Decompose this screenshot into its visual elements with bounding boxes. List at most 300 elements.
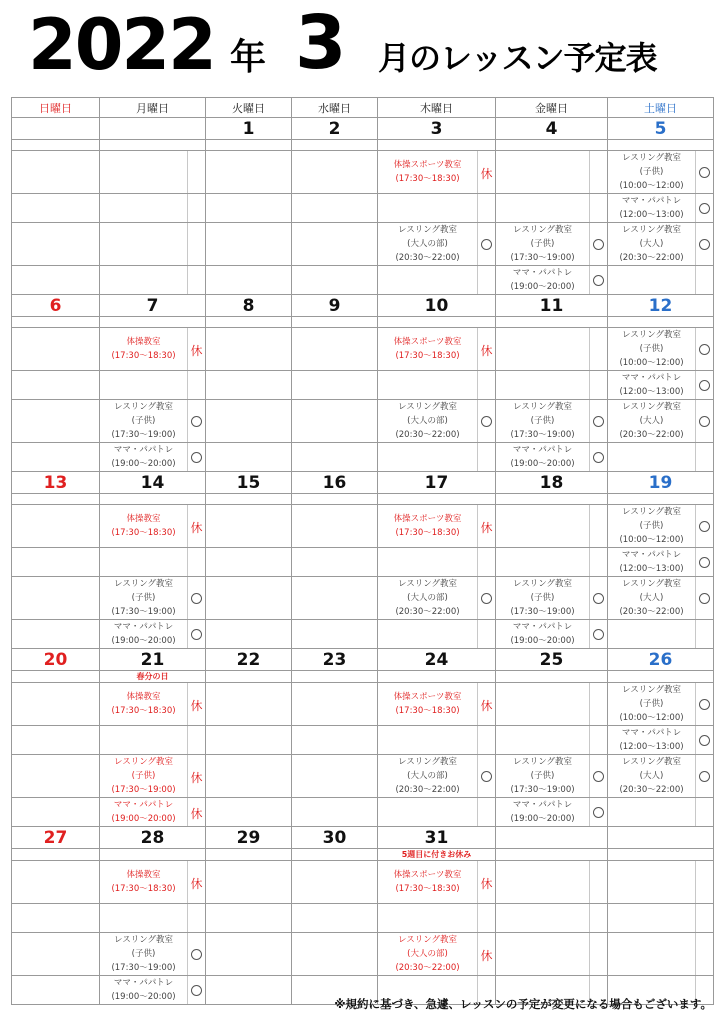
open-circle-icon [699,699,710,710]
status-mark [188,726,206,755]
lesson-line: レスリング教室 [113,402,174,412]
date-cell: 28 [100,827,206,849]
lesson-cell [496,443,590,472]
date-cell: 12 [608,295,714,317]
date-cell: 25 [496,649,608,671]
lesson-line: (19:00～20:00) [510,814,575,824]
date-cell: 22 [206,649,292,671]
lesson-line: (12:00～13:00) [619,742,684,752]
date-cell: 6 [12,295,100,317]
lesson-line: (子供) [131,771,156,781]
holiday-note [608,140,714,151]
status-mark [696,798,714,827]
lesson-line: レスリング教室 [621,402,682,412]
lesson-line: (大人の部) [407,239,448,249]
open-circle-icon [191,629,202,640]
lesson-cell [378,400,478,443]
lesson-line: (大人の部) [407,416,448,426]
closed-mark: 休 [480,166,493,181]
lesson-line: (子供) [131,949,156,959]
empty-cell [378,798,478,827]
lesson-line: (17:30～18:30) [111,528,176,538]
open-circle-icon [191,985,202,996]
lesson-line: 体操スポーツ教室 [393,692,462,702]
lesson-cell [608,194,696,223]
status-mark [590,266,608,295]
lesson-line: レスリング教室 [113,757,174,767]
lesson-cell [100,933,188,976]
empty-cell [100,194,188,223]
empty-cell [496,371,590,400]
lesson-line: (大人) [639,771,664,781]
lesson-line: レスリング教室 [113,935,174,945]
footnote: ※規約に基づき、急遽、レッスンの予定が変更になる場合もございます。 [334,997,712,1011]
status-mark [478,755,496,798]
date-cell: 10 [378,295,496,317]
empty-cell [100,548,188,577]
empty-cell [378,726,478,755]
status-mark [478,548,496,577]
status-mark [478,266,496,295]
status-mark [478,151,496,194]
empty-cell [206,861,292,904]
day-header: 月曜日 [100,98,206,118]
status-mark [590,755,608,798]
lesson-line: レスリング教室 [397,402,458,412]
empty-cell [292,755,378,798]
holiday-note [496,849,608,861]
status-mark [696,933,714,976]
empty-cell [12,223,100,266]
empty-cell [608,798,696,827]
empty-cell [608,904,696,933]
empty-cell [292,620,378,649]
day-header: 木曜日 [378,98,496,118]
lesson-line: (10:00～12:00) [619,358,684,368]
empty-cell [292,371,378,400]
status-mark [478,726,496,755]
open-circle-icon [481,416,492,427]
lesson-line: (20:30～22:00) [395,607,460,617]
lesson-cell [608,400,696,443]
date-cell [496,827,608,849]
empty-cell [206,976,292,1005]
status-mark [590,577,608,620]
lesson-line: ママ・パパトレ [512,800,573,810]
lesson-line: 体操スポーツ教室 [393,514,462,524]
open-circle-icon [699,771,710,782]
lesson-line: レスリング教室 [621,225,682,235]
empty-cell [206,400,292,443]
lesson-line: (17:30～18:30) [111,706,176,716]
lesson-line: レスリング教室 [397,935,458,945]
holiday-note [496,140,608,151]
lesson-line: (19:00～20:00) [111,636,176,646]
date-cell: 16 [292,472,378,494]
empty-cell [12,443,100,472]
open-circle-icon [699,344,710,355]
empty-cell [12,151,100,194]
empty-cell [12,400,100,443]
open-circle-icon [593,771,604,782]
status-mark [696,328,714,371]
empty-cell [100,371,188,400]
holiday-note [206,140,292,151]
lesson-line: (子供) [639,344,664,354]
empty-cell [206,194,292,223]
lesson-line: 体操教室 [126,337,161,347]
status-mark [590,620,608,649]
empty-cell [608,933,696,976]
closed-mark: 休 [190,806,203,821]
lesson-cell [496,400,590,443]
lesson-cell [378,861,478,904]
status-mark [696,443,714,472]
open-circle-icon [593,239,604,250]
holiday-note [100,494,206,505]
date-cell: 27 [12,827,100,849]
empty-cell [206,933,292,976]
empty-cell [292,683,378,726]
date-cell [12,118,100,140]
empty-cell [100,151,188,194]
date-cell [608,827,714,849]
lesson-cell [100,505,188,548]
lesson-line: (20:30～22:00) [395,430,460,440]
closed-mark: 休 [480,876,493,891]
date-cell: 20 [12,649,100,671]
empty-cell [608,266,696,295]
lesson-line: レスリング教室 [621,330,682,340]
lesson-cell [608,223,696,266]
lesson-line: (20:30～22:00) [619,607,684,617]
lesson-cell [378,755,478,798]
status-mark [188,400,206,443]
lesson-line: ママ・パパトレ [512,622,573,632]
empty-cell [292,548,378,577]
date-cell: 26 [608,649,714,671]
lesson-line: (19:00～20:00) [510,282,575,292]
status-mark [188,505,206,548]
open-circle-icon [593,807,604,818]
closed-mark: 休 [190,770,203,785]
closed-mark: 休 [190,698,203,713]
lesson-line: 体操教室 [126,870,161,880]
closed-mark: 休 [190,876,203,891]
lesson-line: ママ・パパトレ [621,373,682,383]
closed-mark: 休 [190,520,203,535]
lesson-cell [608,328,696,371]
empty-cell [378,443,478,472]
status-mark [188,933,206,976]
status-mark [696,548,714,577]
empty-cell [206,904,292,933]
status-mark [696,505,714,548]
status-mark [696,904,714,933]
lesson-line: (20:30～22:00) [395,253,460,263]
lesson-line: レスリング教室 [621,579,682,589]
title-year-unit: 年 [230,37,267,78]
closed-mark: 休 [480,520,493,535]
empty-cell [608,443,696,472]
lesson-cell [378,577,478,620]
lesson-line: (10:00～12:00) [619,181,684,191]
lesson-line: レスリング教室 [397,579,458,589]
open-circle-icon [699,593,710,604]
empty-cell [12,371,100,400]
lesson-line: (20:30～22:00) [395,785,460,795]
status-mark [478,861,496,904]
status-mark [590,328,608,371]
date-cell [100,118,206,140]
empty-cell [12,620,100,649]
holiday-note [100,317,206,328]
open-circle-icon [481,239,492,250]
holiday-note [496,317,608,328]
status-mark [590,683,608,726]
closed-mark: 休 [480,698,493,713]
lesson-line: (大人) [639,416,664,426]
lesson-calendar [11,97,714,1005]
holiday-note [12,317,100,328]
empty-cell [12,328,100,371]
lesson-line: レスリング教室 [621,507,682,517]
lesson-line: (10:00～12:00) [619,535,684,545]
empty-cell [378,266,478,295]
lesson-line: ママ・パパトレ [621,550,682,560]
lesson-line: (大人) [639,239,664,249]
lesson-line: (19:00～20:00) [510,459,575,469]
lesson-cell [496,798,590,827]
empty-cell [206,328,292,371]
empty-cell [496,505,590,548]
holiday-note: 5週目に付きお休み [378,849,496,861]
lesson-cell [378,223,478,266]
empty-cell [496,151,590,194]
open-circle-icon [593,416,604,427]
date-cell: 4 [496,118,608,140]
status-mark [590,861,608,904]
lesson-cell [100,620,188,649]
lesson-line: (子供) [530,239,555,249]
holiday-note [608,494,714,505]
lesson-line: レスリング教室 [512,579,573,589]
empty-cell [496,194,590,223]
empty-cell [292,933,378,976]
lesson-line: (12:00～13:00) [619,387,684,397]
lesson-line: ママ・パパトレ [512,445,573,455]
status-mark [478,505,496,548]
status-mark [696,577,714,620]
status-mark [590,443,608,472]
empty-cell [378,620,478,649]
empty-cell [206,266,292,295]
open-circle-icon [481,771,492,782]
status-mark [478,933,496,976]
holiday-note [12,494,100,505]
lesson-line: レスリング教室 [621,685,682,695]
status-mark [478,194,496,223]
empty-cell [100,726,188,755]
empty-cell [206,505,292,548]
holiday-note [496,494,608,505]
empty-cell [206,683,292,726]
status-mark [696,371,714,400]
empty-cell [206,443,292,472]
open-circle-icon [191,416,202,427]
empty-cell [206,548,292,577]
date-cell: 9 [292,295,378,317]
status-mark [696,683,714,726]
page-title [0,0,724,96]
lesson-line: レスリング教室 [512,757,573,767]
empty-cell [608,861,696,904]
date-cell: 14 [100,472,206,494]
empty-cell [292,904,378,933]
status-mark [188,443,206,472]
holiday-note [292,849,378,861]
holiday-note [206,317,292,328]
status-mark [696,223,714,266]
day-header: 水曜日 [292,98,378,118]
lesson-cell [608,505,696,548]
status-mark [188,194,206,223]
empty-cell [496,328,590,371]
date-cell: 31 [378,827,496,849]
empty-cell [292,223,378,266]
open-circle-icon [593,275,604,286]
status-mark [188,151,206,194]
status-mark [590,400,608,443]
holiday-note [608,317,714,328]
date-cell: 18 [496,472,608,494]
lesson-line: (子供) [131,593,156,603]
status-mark [478,683,496,726]
lesson-line: 体操スポーツ教室 [393,870,462,880]
empty-cell [292,861,378,904]
status-mark [478,223,496,266]
empty-cell [292,798,378,827]
empty-cell [206,577,292,620]
lesson-line: ママ・パパトレ [512,268,573,278]
lesson-cell [608,548,696,577]
empty-cell [292,505,378,548]
lesson-cell [378,683,478,726]
empty-cell [12,194,100,223]
lesson-line: (子供) [639,521,664,531]
open-circle-icon [191,452,202,463]
status-mark [590,726,608,755]
lesson-line: (子供) [639,699,664,709]
lesson-line: (17:30～19:00) [111,607,176,617]
empty-cell [292,577,378,620]
lesson-line: (10:00～12:00) [619,713,684,723]
lesson-line: (17:30～18:30) [111,351,176,361]
status-mark [188,861,206,904]
holiday-note [608,671,714,683]
holiday-note [292,671,378,683]
lesson-cell [378,151,478,194]
lesson-line: (17:30～18:30) [395,884,460,894]
date-cell: 24 [378,649,496,671]
empty-cell [292,151,378,194]
holiday-note [378,494,496,505]
status-mark [590,194,608,223]
empty-cell [206,726,292,755]
lesson-line: (子供) [530,771,555,781]
lesson-cell [100,976,188,1005]
holiday-note [378,317,496,328]
empty-cell [378,194,478,223]
open-circle-icon [699,735,710,746]
status-mark [188,548,206,577]
lesson-line: ママ・パパトレ [621,196,682,206]
status-mark [188,223,206,266]
closed-mark: 休 [480,948,493,963]
date-cell: 29 [206,827,292,849]
lesson-line: レスリング教室 [113,579,174,589]
lesson-cell [100,683,188,726]
day-header: 日曜日 [12,98,100,118]
empty-cell [100,223,188,266]
date-cell: 7 [100,295,206,317]
empty-cell [100,266,188,295]
empty-cell [292,400,378,443]
status-mark [188,683,206,726]
status-mark [696,726,714,755]
lesson-line: (子供) [639,167,664,177]
holiday-note [206,494,292,505]
title-month: 3 [295,0,347,86]
empty-cell [292,194,378,223]
lesson-cell [378,933,478,976]
lesson-cell [100,577,188,620]
lesson-line: (19:00～20:00) [111,814,176,824]
empty-cell [12,861,100,904]
open-circle-icon [699,416,710,427]
status-mark [478,798,496,827]
holiday-note [12,849,100,861]
holiday-note [292,317,378,328]
lesson-cell [608,371,696,400]
status-mark [188,755,206,798]
empty-cell [496,548,590,577]
day-header: 火曜日 [206,98,292,118]
empty-cell [12,976,100,1005]
open-circle-icon [593,452,604,463]
lesson-line: レスリング教室 [512,225,573,235]
lesson-line: レスリング教室 [512,402,573,412]
status-mark [590,798,608,827]
status-mark [696,266,714,295]
status-mark [590,371,608,400]
lesson-line: (20:30～22:00) [619,430,684,440]
status-mark [478,904,496,933]
date-cell: 11 [496,295,608,317]
date-cell: 21 [100,649,206,671]
lesson-cell [378,328,478,371]
empty-cell [206,223,292,266]
status-mark [188,620,206,649]
lesson-line: 体操スポーツ教室 [393,337,462,347]
date-cell: 13 [12,472,100,494]
holiday-note [206,849,292,861]
date-cell: 19 [608,472,714,494]
lesson-line: (子供) [530,416,555,426]
empty-cell [496,904,590,933]
empty-cell [496,726,590,755]
empty-cell [12,798,100,827]
